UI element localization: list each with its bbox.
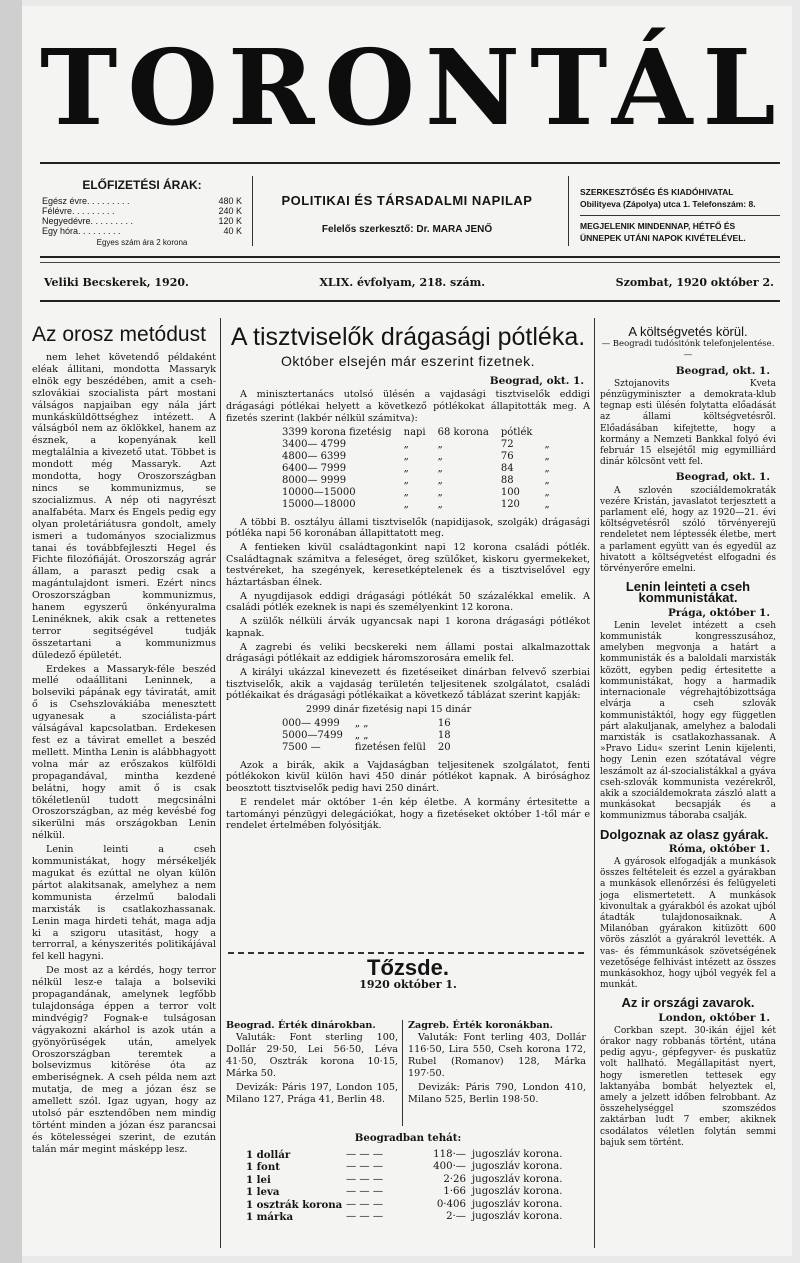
table-row — [276, 499, 556, 511]
rate-row — [226, 1174, 590, 1187]
beograd-valutak: Valuták: Font sterling 100, Dollár 29·50, Lei 56·50, Léva 41·50, Osztrák korona 10·15, Márka 50. — [226, 1032, 398, 1079]
header-divider-left — [252, 176, 253, 246]
rate-value: 2·26 — [443, 1173, 466, 1185]
rate-currency: jugoszláv korona. — [472, 1198, 563, 1210]
table-cell-range: 4800— 6399 — [282, 450, 347, 462]
zagreb-valutak: Valuták: Font terling 403, Dollár 116·50, Lira 550, Cseh korona 172, Rubel (Romanov) 128, Márka 197·50. — [408, 1032, 586, 1079]
rate-dashes: — — — — [346, 1148, 384, 1160]
table-row — [276, 463, 556, 475]
rate-row — [226, 1186, 590, 1199]
ditto-mark: „ — [544, 486, 550, 498]
ditto-mark: „ — [544, 438, 550, 450]
masthead-title: TORONTÁL — [40, 26, 786, 149]
allowance-table — [276, 427, 556, 511]
office-line-1: SZERKESZTŐSÉG ÉS KIADÓHIVATAL — [580, 187, 734, 197]
rate-value: 118·— — [433, 1148, 466, 1160]
dinar-table — [276, 718, 457, 754]
table-cell-amount: 120 — [500, 498, 520, 510]
rate-dashes: — — — — [346, 1173, 384, 1185]
price-label: Egész évre — [42, 196, 88, 206]
table-cell-range: 10000—15000 — [282, 486, 356, 498]
ditto-mark: „ — [544, 498, 550, 510]
center-article-paragraph: A szülők nélküli árvák ugyancsak napi 1 korona drágasági pótlékot kapnak. — [226, 616, 590, 639]
office-line-2: Obilityeva (Zápolya) utca 1. Telefonszám: 8. — [580, 199, 756, 209]
editor-line: Felelős szerkesztő: Dr. MARA JENŐ — [321, 224, 493, 235]
rate-currency: jugoszláv korona. — [472, 1148, 563, 1160]
office-box — [580, 186, 780, 244]
zagreb-devizak: Devizák: Páris 790, London 410, Milano 525, Berlin 198·50. — [408, 1082, 586, 1105]
price-dots: . . . . . . . . . — [87, 196, 130, 206]
price-value: 480 K — [218, 196, 242, 206]
beograd-rates-head: Beograd. Érték dinárokban. — [226, 1020, 376, 1031]
price-label: Negyedévre — [42, 216, 91, 226]
tozsde-title: Tőzsde. — [367, 955, 449, 980]
tozsde-date: 1920 október 1. — [359, 977, 457, 991]
table-cell-note: fizetésen felül — [354, 741, 426, 753]
italy-dateline: Róma, október 1. — [668, 842, 770, 855]
rate-value: 0·406 — [436, 1198, 466, 1210]
ireland-paragraph: Corkban szept. 30-ikán éjjel két órakor nagy robbanás történt, utána pedig agyu-, gépfegyver- és puskatüz volt hallható. Megállapitást nyert, hogy ismeretlen tettesek egy laktanyába bombát helyeztek el, amely a jelzett időben felrobbant. Az összehelységgel szomszédos zaktárban ludt 7 ember, akiknek csodálatos véletlen folytán semmi bajuk sem történt. — [600, 1025, 776, 1148]
left-article-paragraph: Lenin leinti a cseh kommunistákat, hogy mérsékeljék magukat és ezúttal ne olyan külön pártot alakitsanak, amelyhez a nem kommunista érzelmű balodali marxisták is csatlakozhassanak. Lenin maga hirdeti tehát, maga adja ki a szigoru utasitást, hogy a terrorral, a kényszerités politikájával fel kell hagyni. — [32, 844, 216, 963]
ditto-mark: „ — [437, 450, 443, 462]
table-row — [276, 487, 556, 499]
budget-dateline: Beograd, okt. 1. — [675, 364, 770, 377]
zagreb-rates — [408, 1020, 586, 1108]
center-article-dateline: Beograd, okt. 1. — [489, 374, 584, 387]
office-divider — [580, 215, 780, 216]
table-row — [276, 451, 556, 463]
column-divider-2 — [594, 318, 595, 1248]
page-left-edge — [0, 0, 22, 1263]
lenin-dateline: Prága, október 1. — [668, 606, 770, 619]
table-header-row — [276, 427, 556, 439]
table-row — [276, 439, 556, 451]
masthead-rule — [40, 162, 780, 164]
header-divider-right — [568, 176, 569, 246]
center-article-subheadline: Október elsején már eszerint fizetnek. — [281, 353, 535, 369]
rate-unit: 1 lei — [246, 1173, 271, 1186]
budget-paragraph: A szlovén szociáldemokraták vezére Kristán, javaslatot terjesztett a parlament elé, hogy az 1920—21. évi költségvetésről szóló törvényerejü rendeletet nem léptessék életbe, mert a parlament együtt van és egyedül az hivatott a költségvetést elfogadni és törvényerőre emelni. — [600, 485, 776, 575]
table-row — [276, 718, 457, 730]
allowance-table-body — [276, 439, 556, 511]
table-row — [276, 730, 457, 742]
center-article-intro: A minisztertanács utolsó ülésén a vajdasági tisztviselők eddigi drágasági pótlékai helyett a következő pótlékokat állapitották meg. A fizetés szerint (lakbér nélkül számitva): — [226, 389, 590, 424]
center-article-paragraph: A többi B. osztályu állami tisztviselők (napidijasok, szolgák) drágasági pótléka napi 56 koronában állapittatott meg. — [226, 516, 590, 540]
table-row — [276, 475, 556, 487]
dateline-bar — [44, 276, 774, 289]
subscription-rows — [42, 196, 242, 236]
ditto-mark: „ — [544, 450, 550, 462]
rate-row — [226, 1211, 590, 1224]
center-article-paragraph: A nyugdijasok eddigi drágasági pótlékát 50 százalékkal emelik. A családi pótlék ezeknek is napi és személyenkint 12 korona. — [226, 590, 590, 614]
table-cell-amount: 20 — [437, 741, 451, 753]
rate-value: 2·— — [446, 1211, 466, 1222]
price-value: 40 K — [223, 226, 242, 236]
rate-row — [226, 1149, 590, 1162]
ditto-mark: „ — [437, 462, 443, 474]
ditto-mark: „ — [403, 462, 409, 474]
header-center — [262, 193, 552, 235]
ditto-mark: „ — [544, 474, 550, 486]
price-value: 240 K — [218, 206, 242, 216]
column-divider-1 — [220, 318, 221, 1248]
lenin-headline: Lenin leinteti a cseh kommunistákat. — [625, 579, 751, 606]
table-header-cell: napi — [403, 426, 426, 438]
rate-unit: 1 dollár — [246, 1148, 291, 1161]
center-article-paragraph: A fentieken kivül családtagonkint napi 12 korona családi pótlék. Családtagnak számitva a feleséget, öreg szülőket, kiskoru gyermekeket, testvéreket, ha szegények, keresetképtelenek és a tisztviselővel egy háztartásban élnek. — [226, 541, 590, 589]
table-cell-note: „ „ — [354, 717, 369, 729]
price-row — [42, 216, 242, 226]
rate-unit: 1 osztrák korona — [246, 1198, 343, 1211]
header-bottom-rule-thin — [40, 262, 780, 263]
table-cell-amount: 88 — [500, 474, 514, 486]
newspaper-subtitle: POLITIKAI ÉS TÁRSADALMI NAPILAP — [281, 193, 533, 208]
rate-currency: jugoszláv korona. — [472, 1211, 563, 1222]
beograd-rates — [226, 1020, 398, 1108]
beogradban-head: Beogradban tehát: — [354, 1132, 462, 1144]
rate-dashes: — — — — [346, 1186, 384, 1197]
subscription-box — [42, 178, 242, 247]
price-row — [42, 206, 242, 216]
rate-row — [226, 1161, 590, 1174]
rate-dashes: — — — — [346, 1211, 384, 1222]
table-cell-note: „ „ — [354, 729, 369, 741]
table-cell-range: 3400— 4799 — [282, 438, 347, 450]
left-article — [32, 322, 216, 1158]
rate-value: 1·66 — [443, 1186, 466, 1197]
center-article-paragraph: A királyi ukázzal kinevezett és fizetéseiket dinárban felvevő szerbiai tisztviselők, akik a vajdaság területén teljesitenek szolgálatot, családi pótlékaikat és drágasági pótlékaikat a következő táblázat szerint kapják: — [226, 666, 590, 702]
ditto-mark: „ — [437, 498, 443, 510]
table-cell-range: 6400— 7999 — [282, 462, 347, 474]
table-cell-range: 15000—18000 — [282, 498, 356, 510]
table-cell-amount: 18 — [437, 729, 451, 741]
left-article-paragraph: nem lehet követendő példaként eléak állitani, mondotta Massaryk elnök egy beszédében, amit a cseh-szlovákiai szocialista párt mostani válságos napjaiban egy nála járt munkásküldöttséghez intézett. A válságból nem az öklökkel, hanem az észnek, a kopenyának kell megtalálnia a kivezető utat. Többet is mondott még Massaryk. Azt mondotta, hogy Oroszországban nincs se kommunizmus, se szocializmus. A nép oti nagyrészt analfabéta. Marx és Engels pedig egy olyan proletáriátusra gondolt, amely ismeri a tudományos szocializmus tanai és továbbfejleszti Hegel és Fichte filozófiáját. Oroszország agrár állam, a paraszt pedig csak a magántulajdont ismeri. Ezért nincs Oroszországban kommunizmus, hanem egyszerű önkényuralma Leninéknek, akik csak a rettenetes terror segitségével tudják összetartani a kommunizmus düledező épületét. — [32, 352, 216, 661]
rate-value: 400·— — [433, 1161, 466, 1172]
ditto-mark: „ — [437, 438, 443, 450]
ditto-mark: „ — [437, 474, 443, 486]
budget-dateline-2: Beograd, okt. 1. — [675, 471, 770, 484]
rate-row — [226, 1199, 590, 1212]
center-article-headline: A tisztviselők drágasági pótléka. — [230, 323, 586, 351]
ireland-headline: Az ir országi zavarok. — [621, 995, 755, 1011]
single-issue-price: Egyes szám ára 2 korona — [96, 238, 188, 247]
right-column — [600, 322, 776, 1151]
budget-note: — Beogradi tudósitónk telefonjelentése. — — [601, 339, 775, 361]
dateline-date: Szombat, 1920 október 2. — [615, 276, 774, 289]
table-cell-amount: 76 — [500, 450, 514, 462]
price-row — [42, 226, 242, 236]
price-value: 120 K — [218, 216, 242, 226]
center-article-paragraph: Azok a birák, akik a Vajdaságban teljesitenek szolgálatot, fenti pótlékokon kivül külön havi 450 dinár pótlékot kapnak. A birósághoz beosztott tisztviselők pedig havi 250 dinárt. — [226, 759, 590, 795]
beogradban-rates — [226, 1132, 590, 1224]
rate-unit: 1 leva — [246, 1186, 280, 1198]
ditto-mark: „ — [403, 438, 409, 450]
italy-paragraph: A gyárosok elfogadják a munkások összes feltételeit és ezzel a gyárakban a munkások ellenőrzési és felügyeleti joga elismertetett. A munkások kivonultak a gyárakból és azokat ujból átadták tulajdonosaiknak. A Milanóban gyárakon kitüzött 600 vörös zászlót a gyárakról levették. A vas- és fémmunkások szövetségének vezetősége felhivást intézett az összes munkásokhoz, hogy ujból vegyék fel a munkát. — [600, 856, 776, 991]
center-article-paragraph: A zagrebi és veliki becskereki nem állami postai alkalmazottak drágasági pótlékait az eddigiek háromszorosára emelik fel. — [226, 641, 590, 665]
price-dots: . . . . . . . . . — [78, 226, 121, 236]
price-dots: . . . . . . . . . — [90, 216, 134, 226]
rate-currency: jugoszláv korona. — [472, 1186, 563, 1197]
table-cell-range: 000— 4999 — [282, 717, 340, 729]
table-cell-amount: 84 — [500, 462, 514, 474]
price-label: Egy hóra — [42, 226, 79, 236]
center-article-paragraph: E rendelet már október 1-én kép életbe. A kormány értesitette a tartományi pénzügyi delegációkat, hogy a fizetéseket október 1-től már e rendelet értelmében folyósitják. — [226, 796, 590, 832]
dinar-table-header: 2999 dinár fizetésig napi 15 dinár — [306, 704, 472, 716]
center-article — [226, 322, 590, 834]
subscription-title: ELŐFIZETÉSI ÁRAK: — [82, 178, 202, 192]
ditto-mark: „ — [403, 450, 409, 462]
dateline-volume: XLIX. évfolyam, 218. szám. — [319, 276, 486, 289]
budget-paragraph: Sztojanovits Kveta pénzügyminiszter a demokrata-klub tegnap esti ülésén folytatta előadását az állami költségvetésről. Előadásában kifejtette, hogy a kormány a Nemzeti Bankkal folyó évi február 15 elsejétől mig egymilliárd dinár kölcsönt vett fel. — [600, 378, 776, 468]
budget-headline: A költségvetés körül. — [628, 324, 748, 339]
table-cell-range: 7500 — — [282, 741, 321, 753]
table-header-cell: 3399 korona fizetésig — [282, 426, 392, 438]
table-cell-amount: 72 — [500, 438, 514, 450]
dateline-rule — [40, 300, 780, 302]
tozsde-top-border — [228, 952, 584, 954]
ireland-dateline: London, október 1. — [658, 1011, 770, 1024]
price-row — [42, 196, 242, 206]
office-line-4: ÜNNEPEK UTÁNI NAPOK KIVÉTELÉVEL. — [580, 233, 746, 243]
rates-list — [226, 1149, 590, 1224]
italy-headline: Dolgoznak az olasz gyárak. — [600, 826, 769, 842]
table-row — [276, 742, 457, 754]
rate-dashes: — — — — [346, 1161, 384, 1172]
lenin-paragraph: Lenin levelet intézett a cseh kommunisták kongresszusához, amelyben megvonja a határt a kommunisták és a baloldali marxisták között, egyben pedig értesitette a kommunistákat, hogy a harmadik internacionale végrehajtóbizottsága elvárja a cseh szlovák kommunistáktól, hogy egy független párt alakuljanak, amelyhez a balodali marxisták is csatlakozhassanak. A »Pravo Lidu« szerint Lenin kijelenti, hogy Lenin ezen szótatával végre leszámolt az ál-szocialistákkal a gyáva cseh-szlovák kommunista vezérekről, akik a szociáldemokrata zászló alatt a munkásokat becsapják és a kommunizmus táboraba csalják. — [600, 620, 776, 822]
rate-currency: jugoszláv korona. — [472, 1161, 563, 1172]
tozsde-divider — [402, 1020, 403, 1126]
header-bottom-rule — [40, 256, 780, 258]
dateline-place: Veliki Becskerek, 1920. — [44, 276, 189, 289]
rate-unit: 1 font — [246, 1161, 280, 1173]
table-cell-range: 8000— 9999 — [282, 474, 347, 486]
ditto-mark: „ — [403, 486, 409, 498]
rate-unit: 1 márka — [246, 1211, 294, 1223]
table-cell-amount: 16 — [437, 717, 451, 729]
left-article-headline: Az orosz metódust — [32, 323, 206, 346]
left-article-paragraph: De most az a kérdés, hogy terror nélkül lesz-e talaja a bolseviki propagandának, amelynek legfőbb tulajdonsága éppen a terror volt mindvégig? Fognak-e tulságosan vágyakozni akárhol is azok után a gyönyörüségek után, amelyek Oroszországban teremtek a bolsevizmus kitörése óta az emberiségnek. A cseh példa nem azt mutatja, de meg a józan ész se amellett szól. Igaz ugyan, hogy az utolsó pár esztendőben nem mindig történt minden a józan ész parancsai és kötelességei szerint, de ezután talán már megint másképp lesz. — [32, 965, 216, 1155]
zagreb-rates-head: Zagreb. Érték koronákban. — [408, 1020, 553, 1031]
table-header-cell: 68 korona — [437, 426, 489, 438]
ditto-mark: „ — [437, 486, 443, 498]
rate-currency: jugoszláv korona. — [472, 1173, 563, 1185]
beograd-devizak: Devizák: Páris 197, London 105, Milano 127, Prága 41, Berlin 48. — [226, 1082, 398, 1105]
ditto-mark: „ — [403, 474, 409, 486]
table-cell-range: 5000—7499 — [282, 729, 343, 741]
table-cell-amount: 100 — [500, 486, 520, 498]
price-label: Félévre — [42, 206, 73, 216]
ditto-mark: „ — [403, 498, 409, 510]
left-article-paragraph: Erdekes a Massaryk-féle beszéd mellé odaállitani Leninnek, a bolseviki pápának egy táviratát, amit ő is Csehszlovákiába menesztett ugyanesak a szociálista-párt válságával kapcsolatban. Erdekesen fest ez a távirat emellet a beszéd mellett. Mintha Lenin is alábbhagyott volna már az erőszakos külföldi propagandával, mintha kezdené belátni, hogy amit ő is csak tökéletlenül tudott megcsinálni Oroszországban, az még kevésbé fog sikerülni más országokban Lenin nélkül. — [32, 663, 216, 842]
rate-dashes: — — — — [346, 1198, 384, 1210]
table-header-cell: pótlék — [500, 426, 533, 438]
price-dots: . . . . . . . . . — [72, 206, 115, 216]
tozsde-section — [226, 955, 590, 999]
ditto-mark: „ — [544, 462, 550, 474]
office-line-3: MEGJELENIK MINDENNAP, HÉTFŐ ÉS — [580, 221, 736, 231]
